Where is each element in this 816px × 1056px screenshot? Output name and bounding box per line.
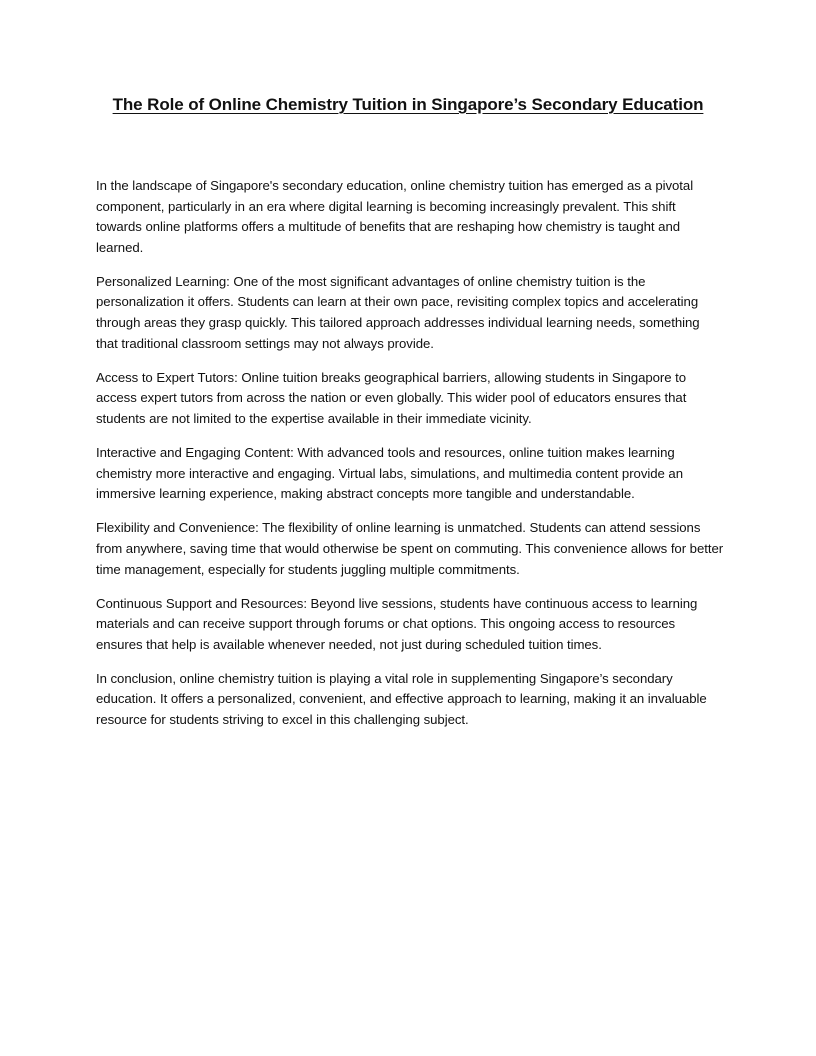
- paragraph-flexibility: Flexibility and Convenience: The flexibility of online learning is unmatched. Students can attend sessions from anywhere, saving time that would otherwise be spent on commuting. This convenience allows for better time management, especially for students juggling multiple commitments.: [96, 520, 724, 577]
- paragraph-interactive-content: Interactive and Engaging Content: With advanced tools and resources, online tuition makes learning chemistry more interactive and engaging. Virtual labs, simulations, and multimedia content provide an immersive learning experience, making abstract concepts more tangible and understandable.: [96, 445, 683, 502]
- document-body: [96, 176, 724, 744]
- paragraph-personalized-learning: Personalized Learning: One of the most significant advantages of online chemistry tuition is the personalization it offers. Students can learn at their own pace, revisiting complex topics and accelerating through areas they grasp quickly. This tailored approach addresses individual learning needs, something that traditional classroom settings may not always provide.: [96, 273, 700, 351]
- document-title: The Role of Online Chemistry Tuition in Singapore’s Secondary Education: [112, 95, 704, 114]
- paragraph-conclusion: In conclusion, online chemistry tuition is playing a vital role in supplementing Singapore’s secondary education. It offers a personalized, convenient, and effective approach to learning, making it an invaluable resource for students striving to excel in this challenging subject.: [96, 670, 707, 728]
- paragraph-intro: In the landscape of Singapore's secondary education, online chemistry tuition has emerged as a pivotal component, particularly in an era where digital learning is becoming increasingly prevalent. This shift towards online platforms offers a multitude of benefits that are reshaping how chemistry is taught and learned.: [96, 178, 694, 255]
- paragraph-continuous-support: Continuous Support and Resources: Beyond live sessions, students have continuous access to learning materials and can receive support through forums or chat options. This ongoing access to resources ensures that help is available whenever needed, not just during scheduled tuition times.: [96, 595, 698, 652]
- paragraph-expert-tutors: Access to Expert Tutors: Online tuition breaks geographical barriers, allowing students in Singapore to access expert tutors from across the nation or even globally. This wider pool of educators ensures that students are not limited to the expertise available in their immediate vicinity.: [96, 369, 687, 426]
